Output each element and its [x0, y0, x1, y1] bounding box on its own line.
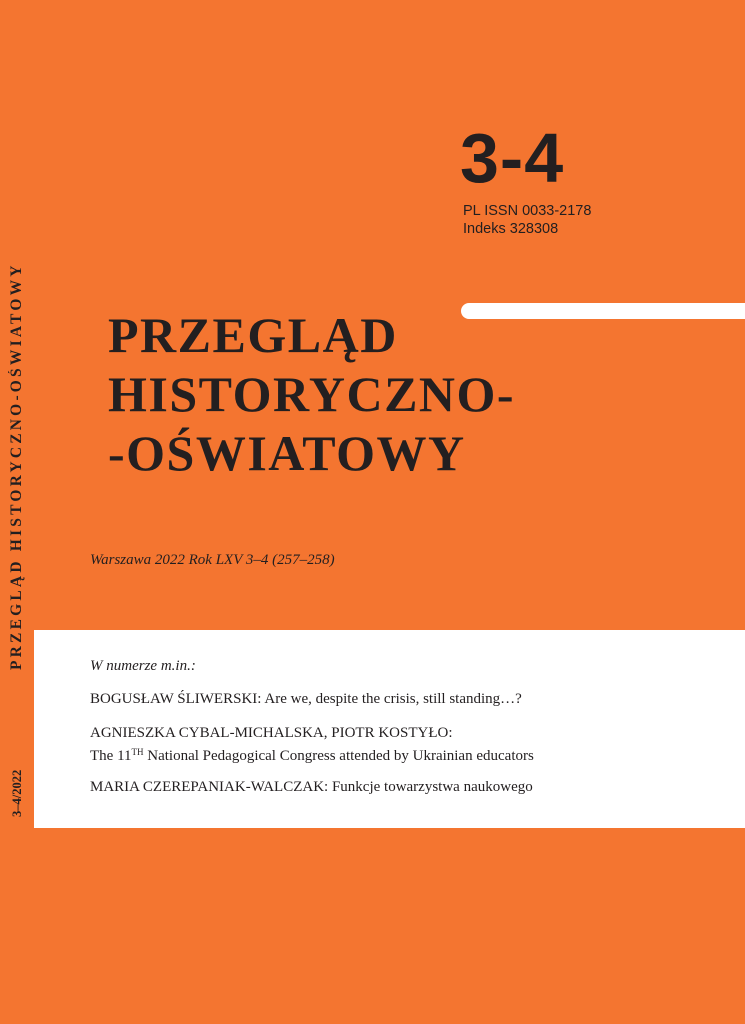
- article-entry: [90, 690, 522, 709]
- spine-issue: 3–4/2022: [10, 770, 24, 818]
- article-entry: [90, 778, 533, 797]
- article-authors: BOGUSŁAW ŚLIWERSKI:: [90, 691, 262, 707]
- issue-number: 3-4: [460, 119, 565, 197]
- spine-title: PRZEGLĄD HISTORYCZNO-OŚWIATOWY: [8, 262, 25, 670]
- journal-title: [108, 306, 515, 483]
- article-authors: AGNIESZKA CYBAL-MICHALSKA, PIOTR KOSTYŁO:: [90, 725, 453, 741]
- indeks: Indeks 328308: [463, 221, 559, 237]
- contents-heading: W numerze m.in.:: [90, 658, 196, 674]
- article-authors: MARIA CZEREPANIAK-WALCZAK:: [90, 779, 329, 795]
- article-title-part: National Pedagogical Congress attended by Ukrainian educators: [143, 748, 534, 764]
- article-title-part: The 11: [90, 748, 132, 764]
- article-title: [90, 743, 534, 766]
- contents-panel: [34, 630, 745, 828]
- article-title: Are we, despite the crisis, still standing…?: [264, 691, 522, 707]
- article-title-superscript: TH: [131, 747, 144, 757]
- journal-title-line: -OŚWIATOWY: [108, 425, 466, 481]
- article-title: Funkcje towarzystwa naukowego: [331, 779, 533, 795]
- article-entry: [90, 724, 534, 766]
- issn: PL ISSN 0033-2178: [463, 203, 592, 219]
- journal-title-line: HISTORYCZNO-: [108, 366, 516, 422]
- journal-title-line: PRZEGLĄD: [108, 307, 398, 363]
- imprint-line: Warszawa 2022 Rok LXV 3–4 (257–258): [90, 552, 335, 568]
